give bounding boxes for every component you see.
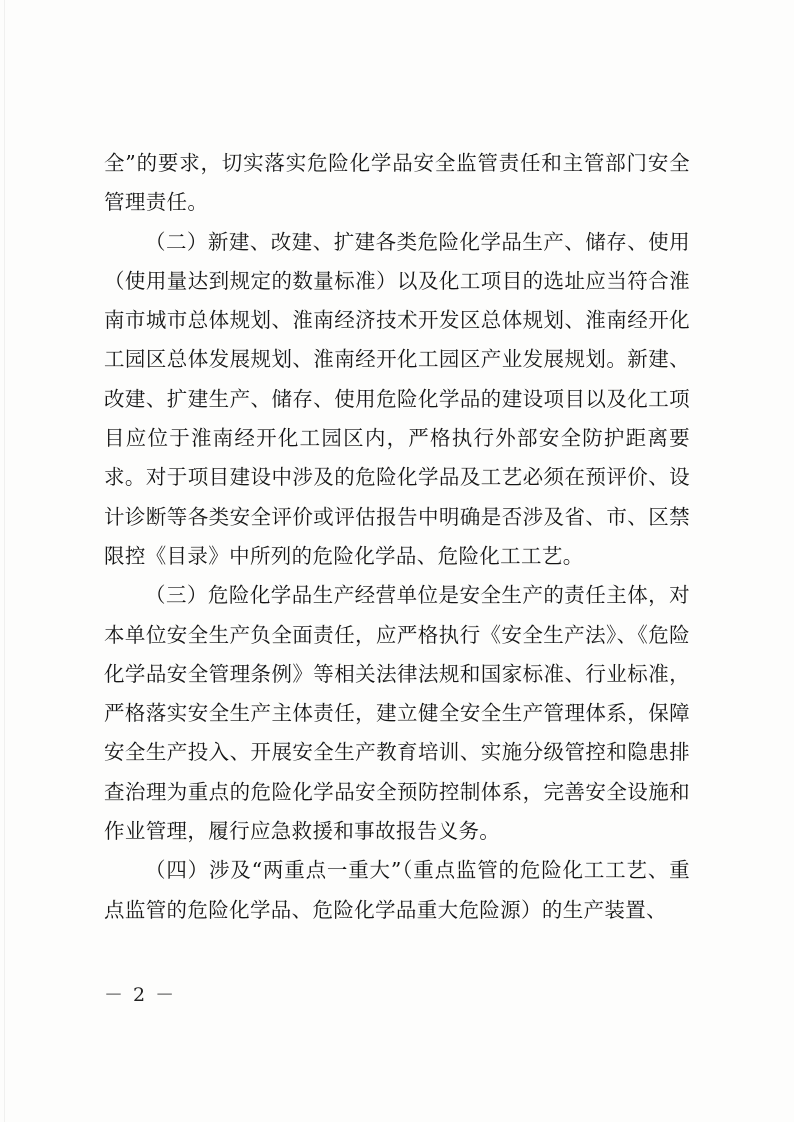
page-number: － 2 －: [104, 984, 177, 1006]
paragraph-item-2: （二）新建、改建、扩建各类危险化学品生产、储存、使用（使用量达到规定的数量标准）以及化工项目的选址应当符合淮南市城市总体规划、淮南经济技术开发区总体规划、淮南经开化工园区总体发展规划、淮南经开化工园区产业发展规划。新建、改建、扩建生产、储存、使用危险化学品的建设项目以及化工项目应位于淮南经开化工园区内，严格执行外部安全防护距离要求。对于项目建设中涉及的危险化学品及工艺必须在预评价、设计诊断等各类安全评价或评估报告中明确是否涉及省、市、区禁限控《目录》中所列的危险化学品、危险化工工艺。: [104, 229, 690, 568]
paragraph-continuation: 全”的要求，切实落实危险化学品安全监管责任和主管部门安全管理责任。: [104, 151, 690, 215]
scan-edge-mark: [4, 0, 5, 1122]
body-text: [104, 144, 690, 930]
paragraph-item-4: （四）涉及“两重点一重大”（重点监管的危险化工工艺、重点监管的危险化学品、危险化学品重大危险源）的生产装置、: [104, 858, 690, 922]
paragraph-item-3: （三）危险化学品生产经营单位是安全生产的责任主体，对本单位安全生产负全面责任，应严格执行《安全生产法》、《危险化学品安全管理条例》等相关法律法规和国家标准、行业标准，严格落实安全生产主体责任，建立健全安全生产管理体系，保障安全生产投入、开展安全生产教育培训、实施分级管控和隐患排查治理为重点的危险化学品安全预防控制体系，完善安全设施和作业管理，履行应急救援和事故报告义务。: [104, 583, 690, 844]
